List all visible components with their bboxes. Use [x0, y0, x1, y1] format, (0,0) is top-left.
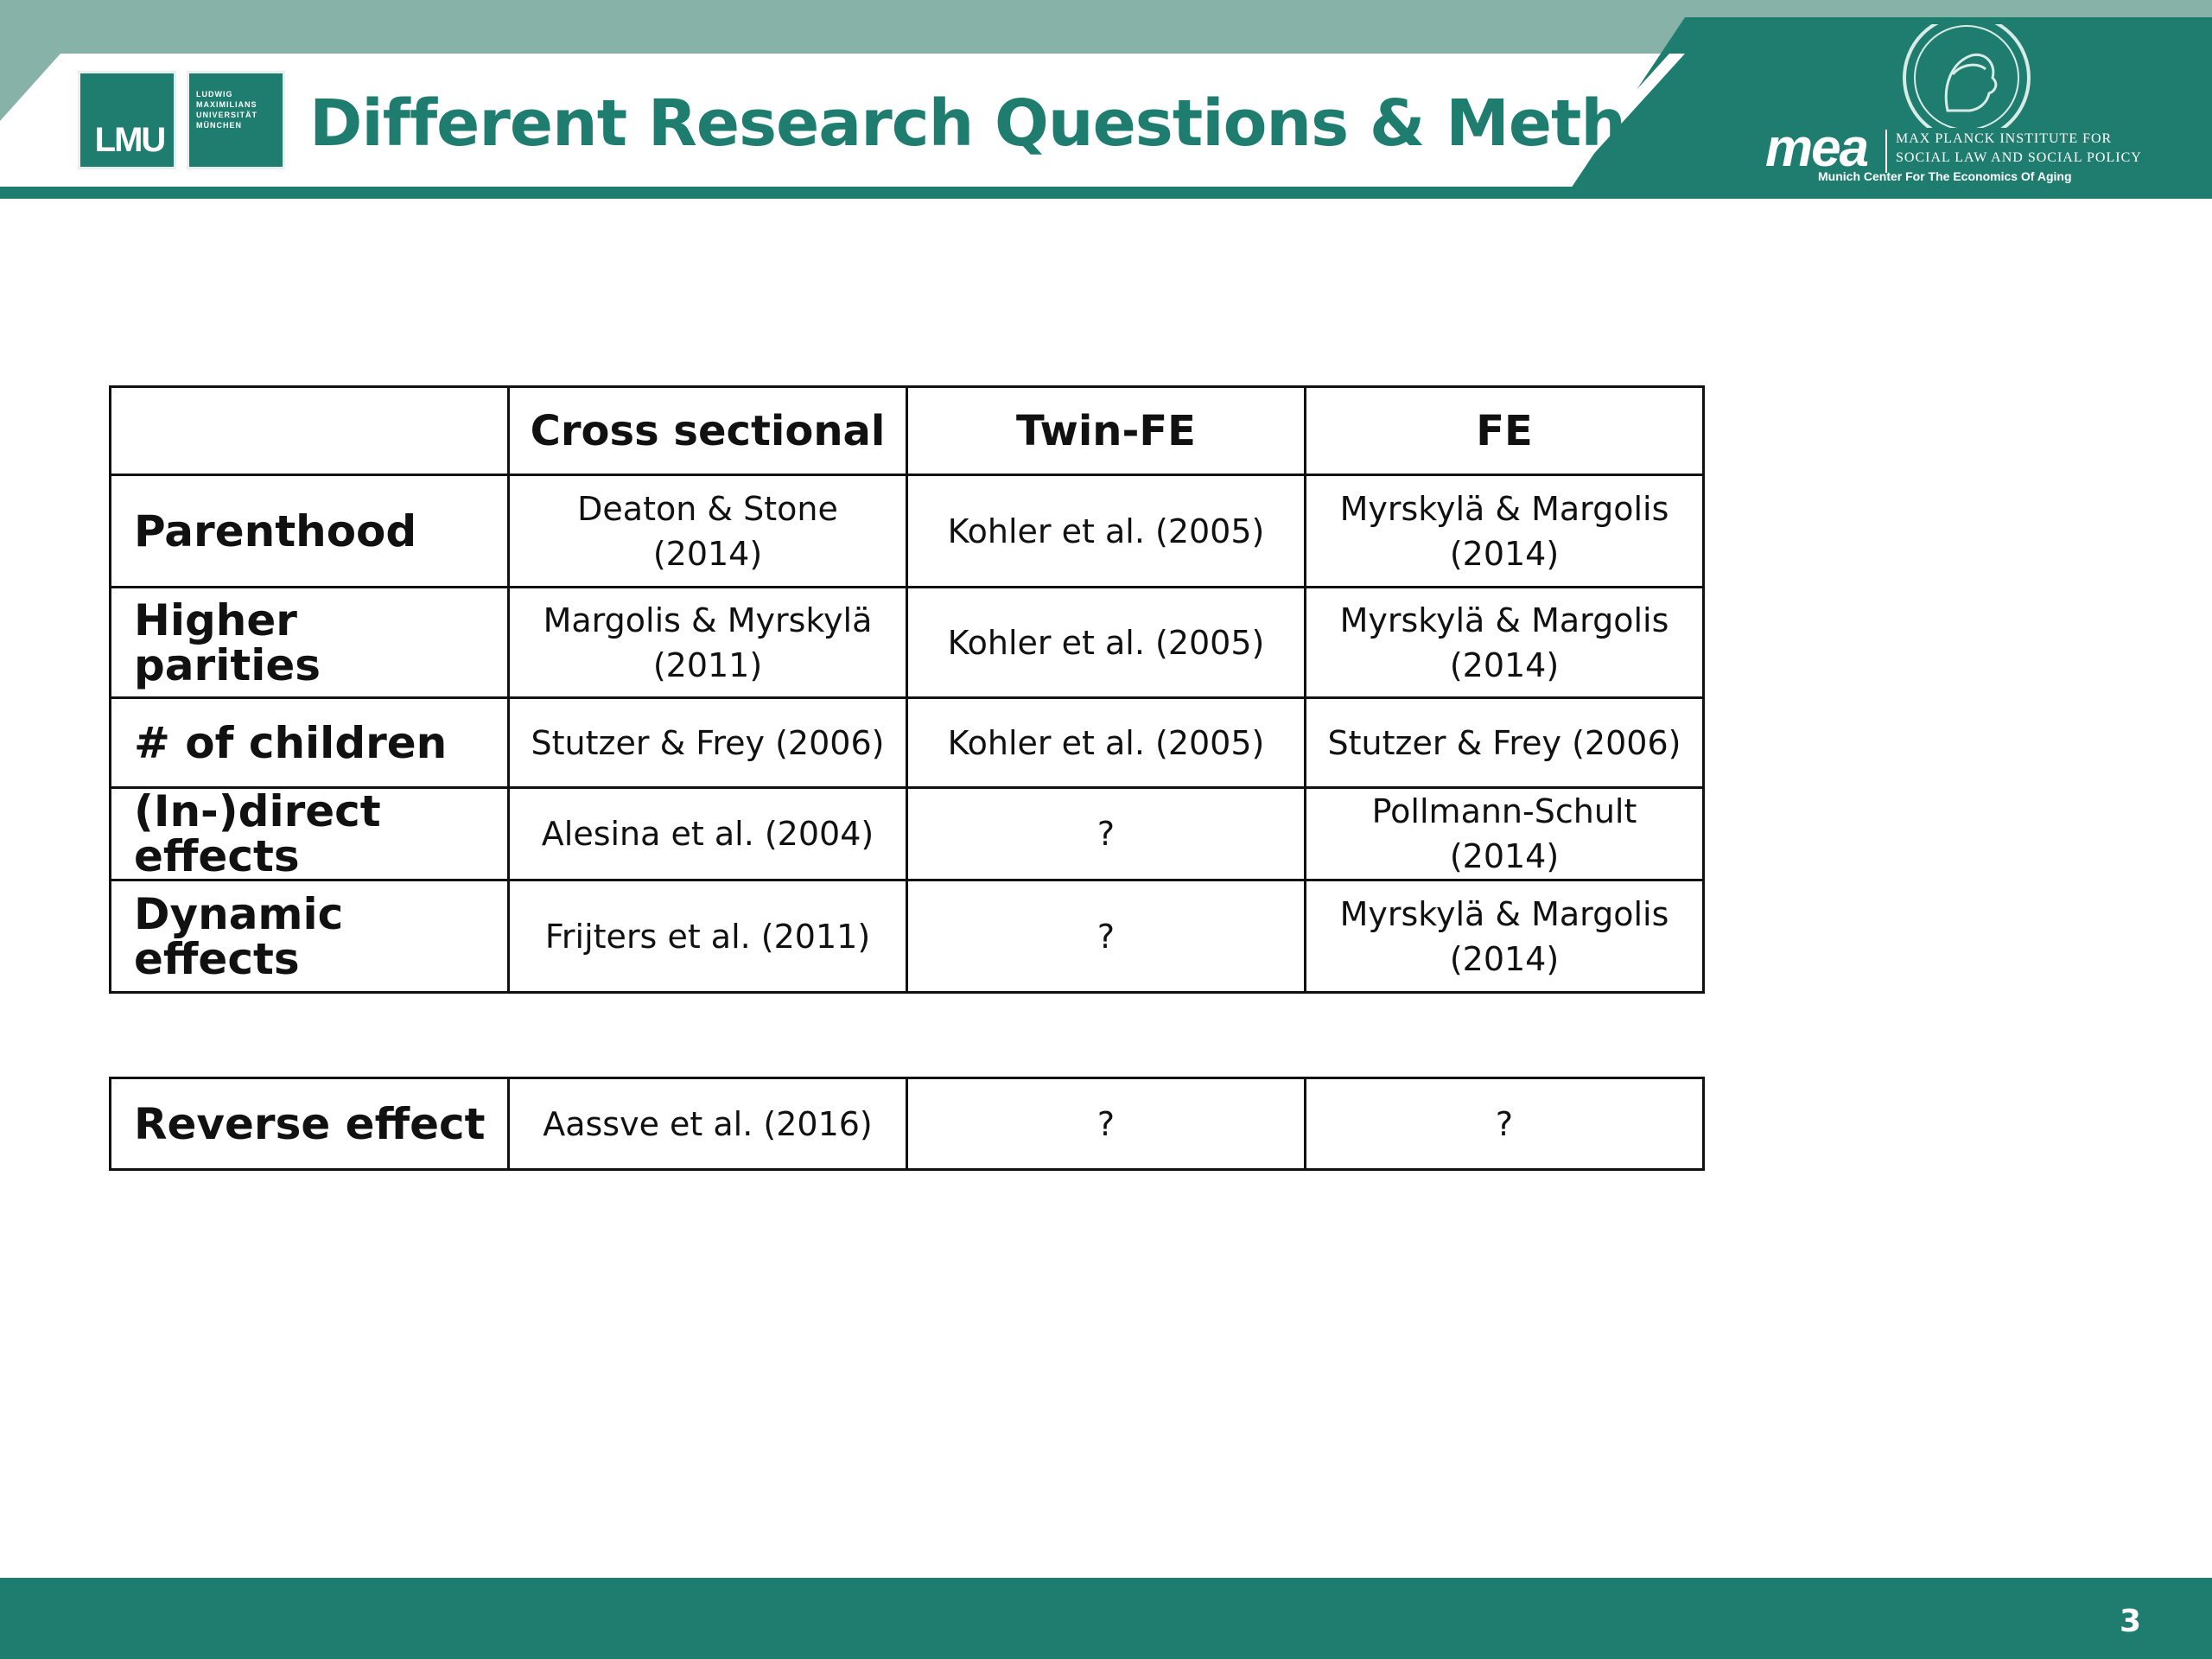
table-cell: ? — [907, 788, 1306, 880]
lmu-name-line: UNIVERSITÄT — [196, 111, 258, 119]
table-cell: Kohler et al. (2005) — [907, 698, 1306, 788]
mea-subtitle: Munich Center For The Economics Of Aging — [1818, 169, 2072, 183]
slide-title: Different Research Questions & Methods — [309, 86, 1751, 161]
column-header-fe: FE — [1306, 387, 1704, 475]
footer-bar — [0, 1578, 2212, 1659]
table-cell: Pollmann-Schult (2014) — [1306, 788, 1704, 880]
table-cell: Deaton & Stone (2014) — [509, 475, 907, 588]
table-cell: Stutzer & Frey (2006) — [509, 698, 907, 788]
mea-institute-line-1: MAX PLANCK INSTITUTE FOR — [1896, 131, 2113, 146]
lmu-logo-text: LMU — [94, 121, 165, 159]
row-header: Reverse effect — [111, 1078, 509, 1170]
mea-institute-line-2: SOCIAL LAW AND SOCIAL POLICY — [1896, 150, 2142, 165]
lmu-logo-right-box — [187, 71, 285, 169]
row-header: Dynamic effects — [111, 880, 509, 993]
row-header: Parenthood — [111, 475, 509, 588]
table-cell: Alesina et al. (2004) — [509, 788, 907, 880]
lmu-logo-left-box — [78, 71, 176, 169]
column-header — [111, 387, 509, 475]
page-number: 3 — [2119, 1604, 2141, 1639]
row-header: (In-)direct effects — [111, 788, 509, 880]
table-cell: Kohler et al. (2005) — [907, 475, 1306, 588]
table-cell: ? — [907, 1078, 1306, 1170]
lmu-university-name — [196, 89, 277, 130]
table-row — [111, 588, 1704, 698]
table-cell: Stutzer & Frey (2006) — [1306, 698, 1704, 788]
table-row — [111, 788, 1704, 880]
research-methods-table — [109, 385, 1705, 994]
lmu-name-line: LUDWIG — [196, 90, 233, 99]
table-cell: Aassve et al. (2016) — [509, 1078, 907, 1170]
mea-separator — [1885, 130, 1887, 173]
column-header-twin-fe: Twin-FE — [907, 387, 1306, 475]
table-cell: Frijters et al. (2011) — [509, 880, 907, 993]
table-header-row — [111, 387, 1704, 475]
table-cell: ? — [907, 880, 1306, 993]
table-cell: Myrskylä & Margolis (2014) — [1306, 588, 1704, 698]
table-cell: Myrskylä & Margolis (2014) — [1306, 475, 1704, 588]
table-row — [111, 698, 1704, 788]
table-cell: Myrskylä & Margolis (2014) — [1306, 880, 1704, 993]
table-cell: ? — [1306, 1078, 1704, 1170]
row-header: Higher parities — [111, 588, 509, 698]
table-row — [111, 1078, 1704, 1170]
mea-logo — [1763, 24, 2195, 197]
column-header-cross-sectional: Cross sectional — [509, 387, 907, 475]
table-cell: Margolis & Myrskylä (2011) — [509, 588, 907, 698]
table-cell: Kohler et al. (2005) — [907, 588, 1306, 698]
minerva-seal-icon — [1897, 24, 2036, 128]
lmu-logo — [78, 71, 285, 169]
reverse-effect-table — [109, 1077, 1705, 1171]
lmu-name-line: MAXIMILIANS — [196, 100, 257, 109]
table-row — [111, 880, 1704, 993]
row-header: # of children — [111, 698, 509, 788]
table-row — [111, 475, 1704, 588]
lmu-name-line: MÜNCHEN — [196, 121, 242, 130]
mea-wordmark: mea — [1765, 118, 1868, 178]
